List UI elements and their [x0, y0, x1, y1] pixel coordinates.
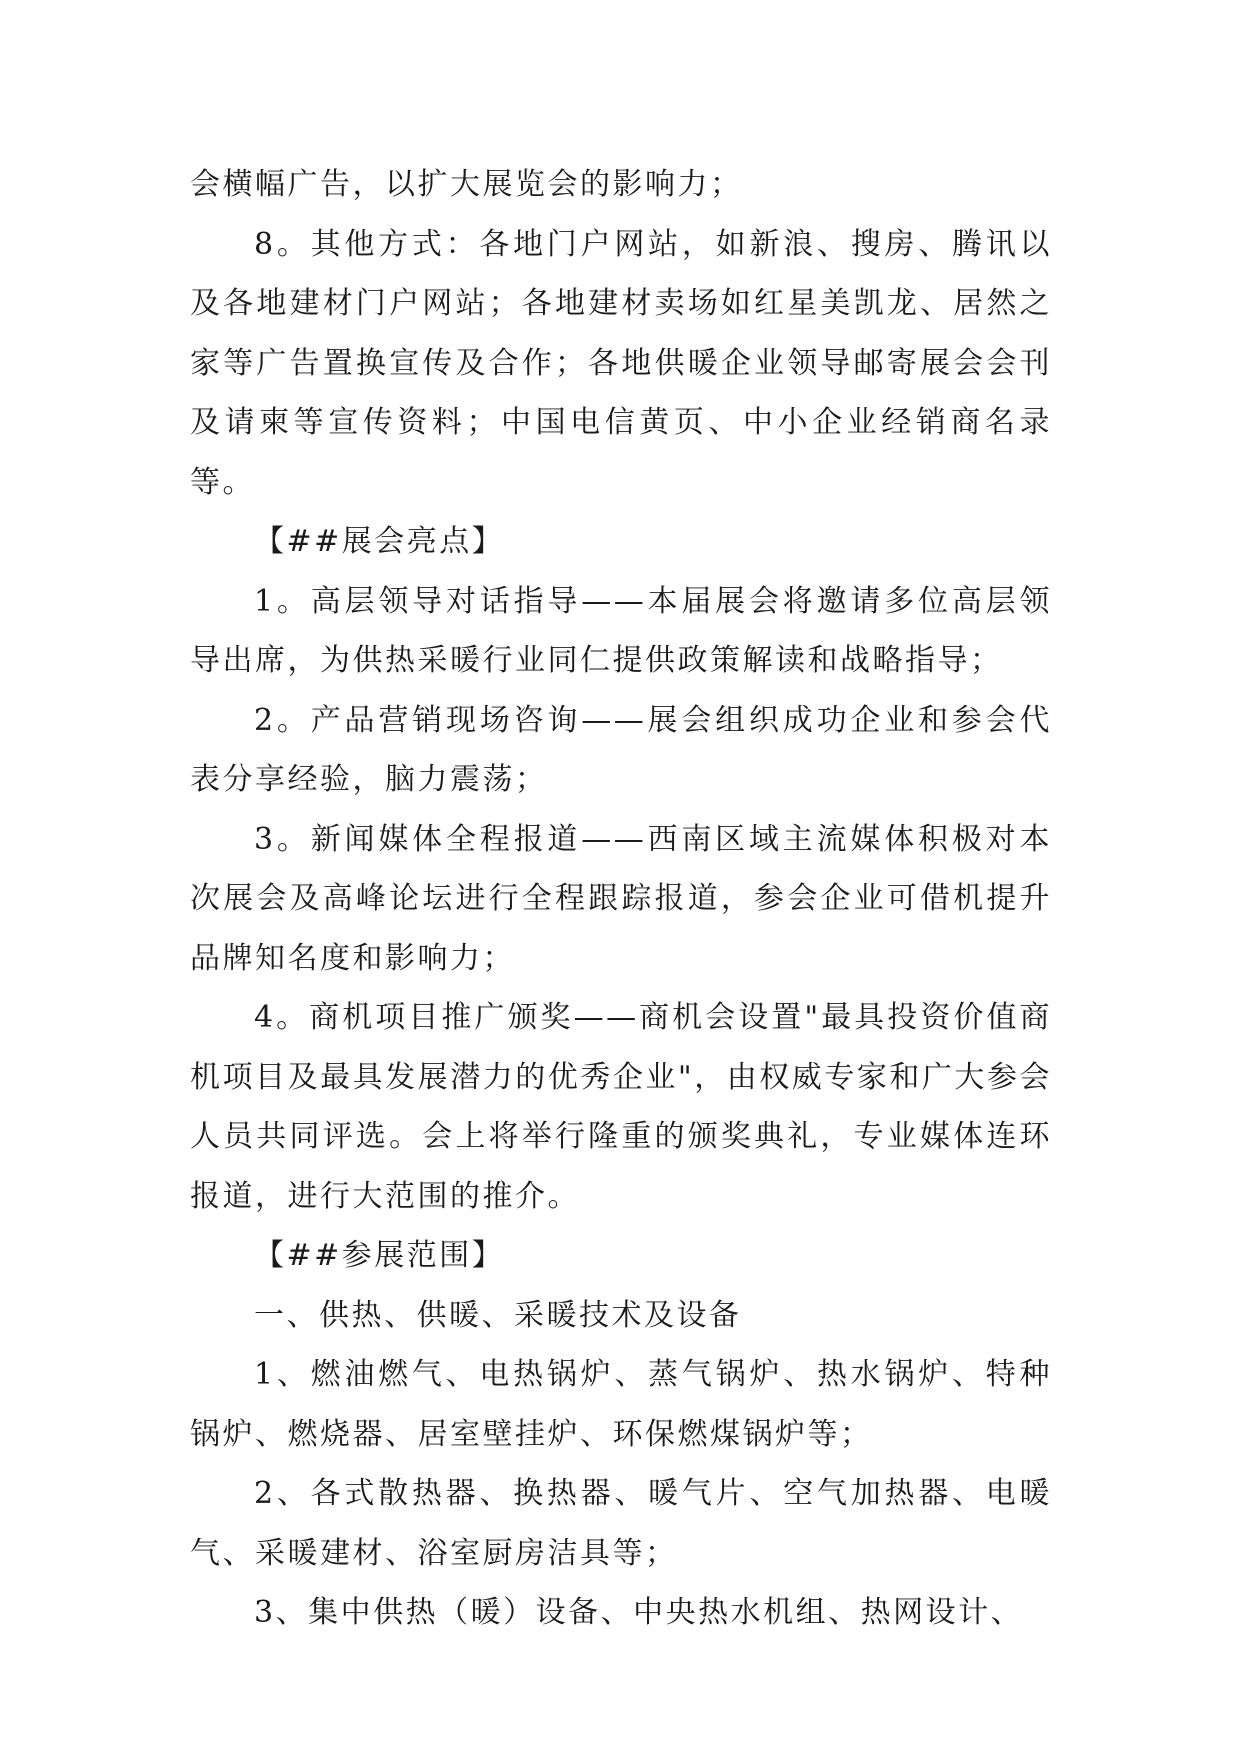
paragraph-highlight-1: 1。高层领导对话指导——本届展会将邀请多位高层领导出席，为供热采暖行业同仁提供政策解读和战略指导；	[190, 583, 1052, 678]
section-heading-scope: 【##参展范围】	[254, 1238, 505, 1273]
scope-item-3: 3、集中供热（暖）设备、中央热水机组、热网设计、	[254, 1595, 1024, 1630]
paragraph-other-methods: 8。其他方式：各地门户网站，如新浪、搜房、腾讯以及各地建材门户网站；各地建材卖场如红星美凯龙、居然之家等广告置换宣传及合作；各地供暖企业领导邮寄展会会刊及请柬等宣传资料；中国电信黄页、中小企业经销商名录等。	[190, 226, 1052, 500]
scope-item-1: 1、燃油燃气、电热锅炉、蒸气锅炉、热水锅炉、特种锅炉、燃烧器、居室壁挂炉、环保燃煤锅炉等；	[190, 1357, 1052, 1452]
scope-item-2: 2、各式散热器、换热器、暖气片、空气加热器、电暖气、采暖建材、浴室厨房洁具等；	[190, 1476, 1052, 1571]
paragraph-highlight-3: 3。新闻媒体全程报道——西南区域主流媒体积极对本次展会及高峰论坛进行全程跟踪报道，参会企业可借机提升品牌知名度和影响力；	[190, 821, 1052, 976]
section-heading-highlights: 【##展会亮点】	[254, 524, 505, 559]
paragraph-highlight-4: 4。商机项目推广颁奖——商机会设置"最具投资价值商机项目及最具发展潜力的优秀企业"，由权威专家和广大参会人员共同评选。会上将举行隆重的颁奖典礼，专业媒体连环报道，进行大范围的推介。	[190, 1000, 1052, 1214]
paragraph-highlight-2: 2。产品营销现场咨询——展会组织成功企业和参会代表分享经验，脑力震荡；	[190, 702, 1052, 797]
document-page	[190, 155, 1052, 1643]
paragraph-banner-ads: 会横幅广告，以扩大展览会的影响力；	[190, 167, 743, 202]
scope-category-1: 一、供热、供暖、采暖技术及设备	[254, 1297, 742, 1333]
